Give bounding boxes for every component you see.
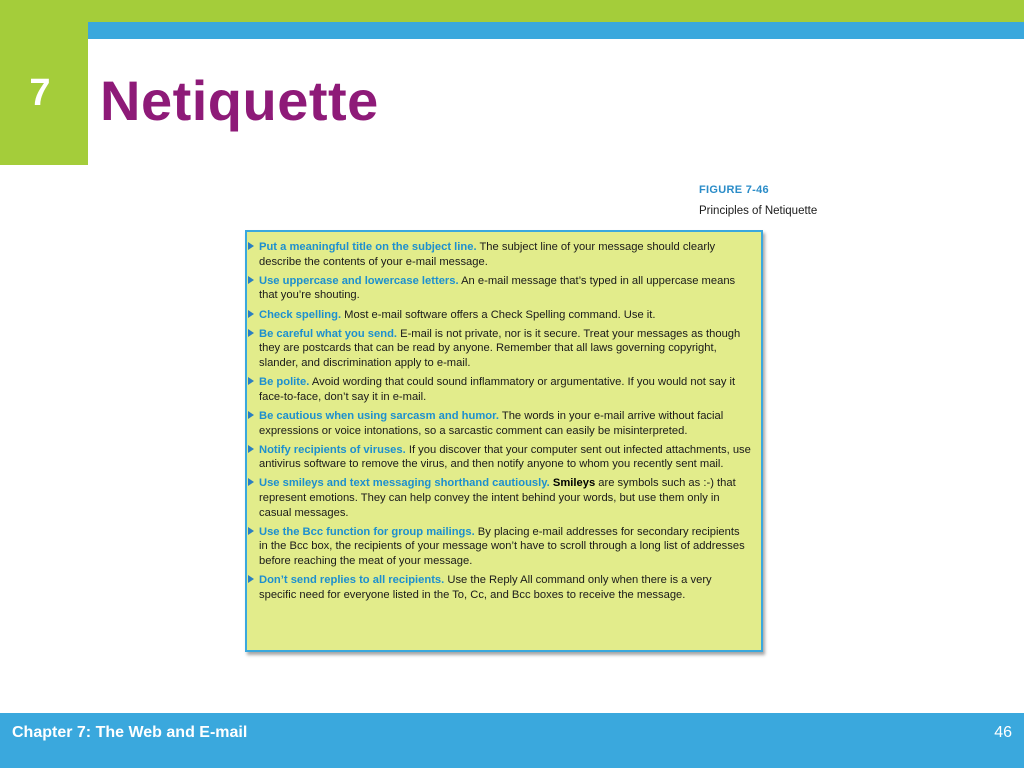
principle-lead: Notify recipients of viruses. xyxy=(259,443,406,456)
principle-lead: Use smileys and text messaging shorthand cautiously. xyxy=(259,477,550,490)
bullet-arrow-icon xyxy=(248,329,254,337)
principle-text: If you discover that your computer sent out infected attachments, use antivirus software to remove the virus, and then notify anyone to whom you recently sent mail. xyxy=(259,443,751,471)
chapter-box xyxy=(0,22,88,165)
principle-lead: Check spelling. xyxy=(259,308,342,321)
principle-lead: Be polite. xyxy=(259,376,310,389)
principle-text: Avoid wording that could sound inflammatory or argumentative. If you would not say it face-to-face, don’t say it in e-mail. xyxy=(259,376,736,403)
principle-lead: Be cautious when using sarcasm and humor. xyxy=(259,409,499,422)
principle-lead: Put a meaningful title on the subject line. xyxy=(259,241,477,253)
bullet-arrow-icon xyxy=(248,276,254,284)
principle-strong-term: Smileys xyxy=(549,477,596,490)
principle-text: An e-mail message that’s typed in all uppercase means that you’re shouting. xyxy=(259,274,736,302)
figure-caption: Principles of Netiquette xyxy=(699,205,818,217)
principle-lead: Don’t send replies to all recipients. xyxy=(259,574,445,587)
bullet-arrow-icon xyxy=(248,242,254,250)
principle-item xyxy=(259,525,751,569)
netiquette-panel xyxy=(245,230,763,652)
principle-item xyxy=(259,240,751,269)
principle-item xyxy=(259,274,751,303)
principle-text: Use the Reply All command only when there is a very specific need for everyone listed in the To, Cc, and Bcc boxes to receive the message. xyxy=(259,574,712,601)
slide-title: Netiquette xyxy=(100,69,379,132)
principle-text: The words in your e-mail arrive without facial expressions or voice intonations, so a sarcastic comment can easily be misinterpreted. xyxy=(259,409,724,437)
top-accent-bar xyxy=(0,0,1024,22)
bullet-arrow-icon xyxy=(248,575,254,583)
figure-label: FIGURE 7-46 xyxy=(699,184,769,196)
bullet-arrow-icon xyxy=(248,445,254,453)
principle-item xyxy=(259,476,751,520)
principle-text: E-mail is not private, nor is it secure. Treat your messages as though they are postcards that can be read by anyone. Remember that all laws governing copyright, slander, and discrimination apply to e-mail. xyxy=(259,327,741,369)
bullet-arrow-icon xyxy=(248,310,254,318)
bullet-arrow-icon xyxy=(248,478,254,486)
principle-text: are symbols such as :-) that represent emotions. They can help convey the intent behind your words, but use them only in casual messages. xyxy=(259,477,736,519)
principle-text: By placing e-mail addresses for secondary recipients in the Bcc box, the recipients of your message won’t have to scroll through a long list of addresses before reaching the meat of your message. xyxy=(259,525,745,568)
principle-text: Most e-mail software offers a Check Spelling command. Use it. xyxy=(341,308,656,321)
principle-lead: Be careful what you send. xyxy=(259,327,398,340)
top-blue-band xyxy=(88,22,1024,39)
footer-chapter-title: Chapter 7: The Web and E-mail xyxy=(12,724,248,741)
principle-item xyxy=(259,409,751,438)
principle-item xyxy=(259,375,751,404)
principle-item xyxy=(259,443,751,472)
principle-lead: Use uppercase and lowercase letters. xyxy=(259,274,459,287)
principle-lead: Use the Bcc function for group mailings. xyxy=(259,525,475,538)
principle-item xyxy=(259,308,751,323)
principles-list xyxy=(247,232,761,602)
principle-item xyxy=(259,573,751,602)
principle-text: The subject line of your message should clearly describe the contents of your e-mail message. xyxy=(259,241,716,268)
bullet-arrow-icon xyxy=(248,377,254,385)
footer-bar xyxy=(0,713,1024,768)
bullet-arrow-icon xyxy=(248,527,254,535)
principle-item xyxy=(259,327,751,371)
page-number: 46 xyxy=(994,724,1012,741)
chapter-number: 7 xyxy=(29,72,51,114)
bullet-arrow-icon xyxy=(248,411,254,419)
